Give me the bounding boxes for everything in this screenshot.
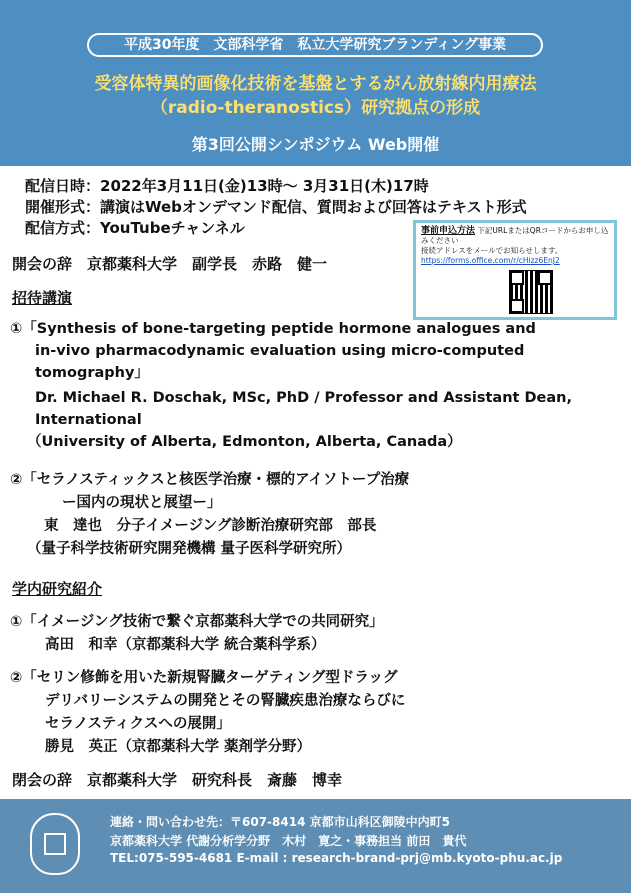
registration-box: [413, 220, 617, 320]
internal-heading: 学内研究紹介: [12, 580, 103, 598]
qr-code-icon[interactable]: [510, 271, 552, 313]
invited-talk1-title-3: tomography」: [35, 365, 149, 381]
closing-remarks: 閉会の辞 京都薬科大学 研究科長 斎藤 博幸: [12, 771, 343, 789]
seal-inner-mark: [44, 833, 66, 855]
symposium-title: 第3回公開シンポジウム Web開催: [191, 135, 440, 154]
internal-talk2-speaker: 勝見 英正（京都薬科大学 薬剤学分野）: [45, 739, 312, 755]
invited-talk1-affiliation: （University of Alberta, Edmonton, Alberta, Canada）: [27, 434, 462, 450]
title-line-1: 受容体特異的画像化技術を基盤とするがん放射線内用療法: [94, 74, 537, 94]
invited-talk2-speaker: 東 達也 分子イメージング診断治療研究部 部長: [44, 518, 377, 534]
registration-note: 接続アドレスをメールでお知らせします。: [421, 246, 563, 255]
registration-title: 事前申込方法: [421, 226, 476, 236]
contact-persons: 京都薬科大学 代謝分析学分野 木村 寛之・事務担当 前田 貴代: [110, 834, 467, 848]
invited-talk1-speaker-1: Dr. Michael R. Doschak, MSc, PhD / Professor and Assistant Dean,: [35, 390, 572, 406]
delivery-date: 配信日時：2022年3月11日(金)13時～ 3月31日(木)17時: [25, 177, 429, 195]
registration-link[interactable]: https://forms.office.com/r/cHizz6EnJ2: [421, 256, 560, 265]
header-banner: [0, 0, 631, 166]
registration-instruction: 下記URLまたはQRコードからお申し込みください: [421, 226, 609, 245]
internal-talk2-title-3: セラノスティクスへの展開」: [45, 716, 231, 732]
event-format: 開催形式：講演はWebオンデマンド配信、質問および回答はテキスト形式: [25, 198, 527, 216]
internal-talk2-title-2: デリバリーシステムの開発とその腎臓疾患治療ならびに: [45, 693, 406, 709]
invited-talk2-title-2: ー国内の現状と展望ー」: [62, 495, 222, 511]
program-label: 平成30年度 文部科学省 私立大学研究ブランディング事業: [87, 33, 543, 57]
invited-talk1-speaker-2: International: [35, 412, 142, 428]
contact-phone-email[interactable]: TEL:075-595-4681 E-mail : research-brand-prj@mb.kyoto-phu.ac.jp: [110, 851, 563, 865]
opening-remarks: 開会の辞 京都薬科大学 副学長 赤路 健一: [12, 255, 328, 273]
internal-talk1-speaker: 高田 和幸（京都薬科大学 統合薬科学系）: [45, 637, 326, 653]
delivery-method: 配信方式：YouTubeチャンネル: [25, 219, 245, 237]
title-line-2: （radio-theranostics）研究拠点の形成: [150, 98, 481, 118]
university-seal-icon: [30, 813, 80, 875]
contact-footer: [0, 799, 631, 893]
invited-talk2-title-1: ②「セラノスティックスと核医学治療・標的アイソトープ治療: [10, 472, 410, 488]
contact-address: 連絡・問い合わせ先：〒607-8414 京都市山科区御陵中内町5: [110, 815, 450, 829]
invited-heading: 招待講演: [12, 289, 73, 307]
invited-talk1-title-2: in-vivo pharmacodynamic evaluation using micro-computed: [35, 343, 525, 359]
invited-talk1-title-1: ①「Synthesis of bone-targeting peptide hormone analogues and: [10, 321, 536, 337]
invited-talk2-affiliation: （量子科学技術研究開発機構 量子医科学研究所）: [27, 541, 352, 557]
internal-talk1-title: ①「イメージング技術で繋ぐ京都薬科大学での共同研究」: [10, 614, 384, 630]
qr-corner-mark: [510, 299, 524, 313]
internal-talk2-title-1: ②「セリン修飾を用いた新規腎臓ターゲティング型ドラッグ: [10, 670, 398, 686]
